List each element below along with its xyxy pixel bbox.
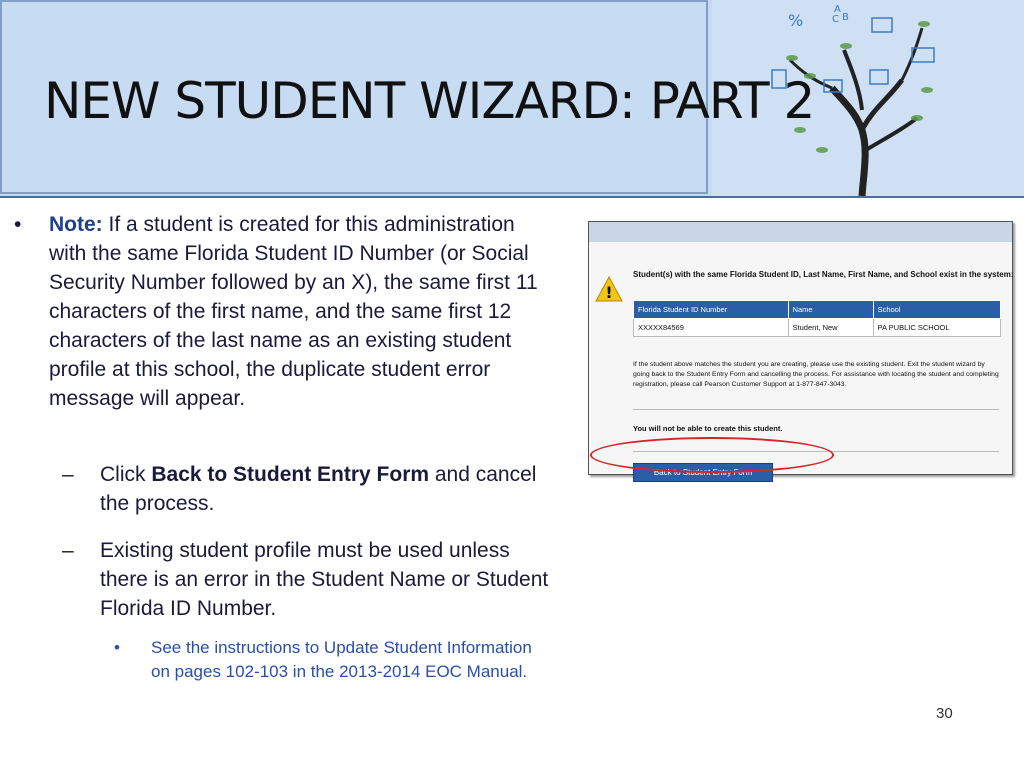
sub1-prefix: Click bbox=[100, 463, 152, 486]
bullet-marker: • bbox=[114, 638, 120, 657]
table-cell: XXXXX84569 bbox=[634, 319, 789, 337]
highlight-oval bbox=[590, 437, 834, 473]
sub1-suffix: and cancel the process. bbox=[100, 463, 537, 515]
warning-icon bbox=[595, 275, 623, 303]
dash-marker: – bbox=[62, 539, 74, 562]
cannot-create-text: You will not be able to create this student. bbox=[633, 424, 783, 433]
warning-glyph: ! bbox=[605, 283, 613, 302]
table-header: School bbox=[873, 301, 1000, 319]
slide-title: NEW STUDENT WIZARD: PART 2 bbox=[44, 72, 815, 130]
table-cell: Student, New bbox=[788, 319, 873, 337]
divider bbox=[633, 409, 999, 410]
table-header: Florida Student ID Number bbox=[634, 301, 789, 319]
back-to-entry-form-button[interactable]: Back to Student Entry Form bbox=[633, 463, 773, 482]
tree-glyph: B bbox=[842, 12, 849, 23]
dash-marker: – bbox=[62, 463, 74, 486]
divider bbox=[0, 196, 1024, 198]
tree-glyph: C bbox=[832, 14, 839, 25]
info-text: If the student above matches the student you are creating, please use the existing student. Exit the student wizard by going back to the Student Entry Form and cancelling the process. For assistance with locating the student and completing registration, please call Pearson Customer Support at 1-877-847-3043. bbox=[633, 361, 999, 388]
title-banner bbox=[0, 0, 1024, 198]
table-cell: PA PUBLIC SCHOOL bbox=[873, 319, 1000, 337]
table-row bbox=[634, 319, 1001, 337]
sub-bullet-text bbox=[100, 460, 560, 518]
duplicate-message: Student(s) with the same Florida Student ID, Last Name, First Name, and School exist in the system: bbox=[633, 270, 1014, 279]
tree-glyph: A bbox=[834, 4, 841, 15]
instruction-text: See the instructions to Update Student Information on pages 102-103 in the 2013-2014 EOC Manual. bbox=[151, 638, 532, 681]
sub-bullet-text: Existing student profile must be used unless there is an error in the Student Name or Student Florida ID Number. bbox=[100, 539, 549, 620]
tree-glyph: % bbox=[788, 11, 804, 30]
screenshot-header bbox=[589, 222, 1012, 242]
page-number: 30 bbox=[936, 705, 953, 722]
sub1-bold: Back to Student Entry Form bbox=[151, 463, 430, 486]
note-text bbox=[49, 210, 557, 413]
note-label: Note: bbox=[49, 213, 103, 236]
table-header: Name bbox=[788, 301, 873, 319]
note-body: If a student is created for this administration with the same Florida Student ID Number (or Social Security Number followed by an X), the same first 11 characters of the first name, and the same first 12 characters of the last name as an existing student profile at this school, the duplicate student error message will appear. bbox=[49, 213, 538, 410]
duplicate-table bbox=[633, 300, 1001, 337]
error-screenshot bbox=[588, 221, 1013, 475]
bullet-marker: • bbox=[14, 213, 22, 236]
